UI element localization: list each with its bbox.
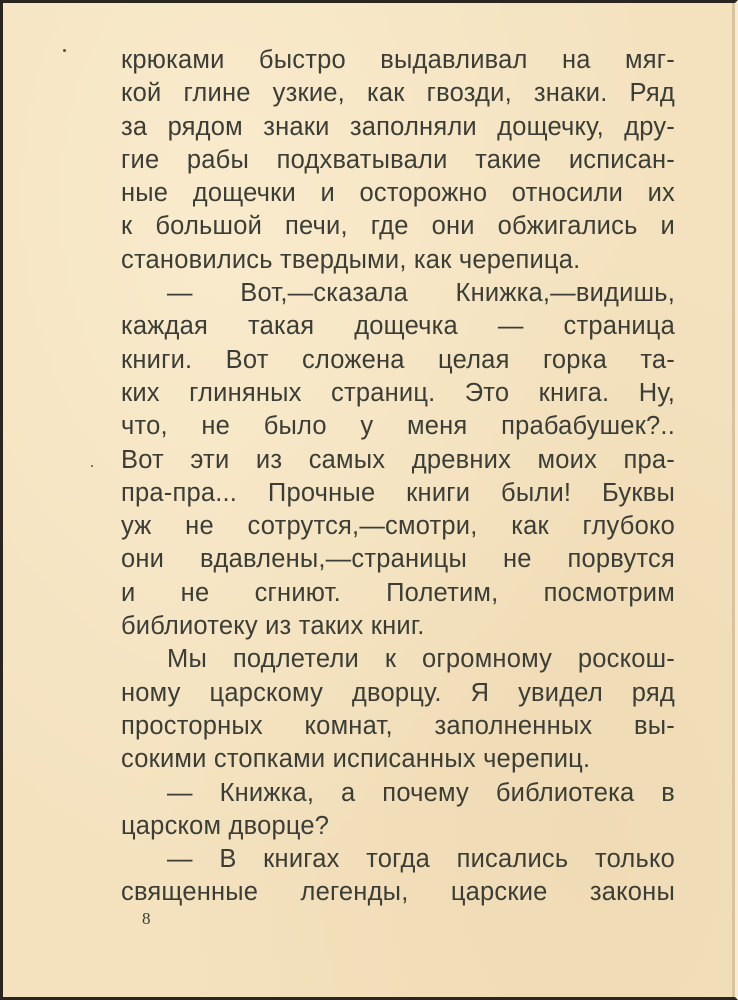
text-line: за рядом знаки заполняли дощечку, дру-	[121, 112, 675, 141]
paper-speck	[91, 465, 93, 467]
text-line: Мы подлетели к огромному роскош-	[167, 645, 675, 674]
body-text	[121, 44, 675, 910]
text-line: ному царскому дворцу. Я увидел ряд	[121, 678, 675, 707]
text-line: крюками быстро выдавливал на мяг-	[121, 46, 675, 74]
text-line: каждая такая дощечка — страница	[121, 312, 675, 341]
text-line: что, не было у меня прабабушек?..	[121, 412, 675, 441]
text-line: Вот эти из самых древних моих пра-	[121, 445, 675, 474]
text-line: просторных комнат, заполненных вы-	[121, 711, 675, 740]
text-line: кой глине узкие, как гвозди, знаки. Ряд	[121, 79, 675, 108]
text-line: библиотеку из таких книг.	[121, 612, 425, 641]
page-number: 8	[142, 909, 151, 928]
text-line: священные легенды, царские законы	[121, 878, 675, 907]
text-line: царском дворце?	[121, 811, 330, 840]
text-line: становились твердыми, как черепица.	[121, 245, 581, 274]
page-right-edge	[732, 3, 735, 997]
text-line: — В книгах тогда писались только	[167, 845, 675, 874]
text-line: к большой печи, где они обжигались и	[121, 212, 675, 241]
text-line: уж не сотрутся,—смотри, как глубоко	[121, 512, 675, 541]
text-line: книги. Вот сложена целая горка та-	[121, 345, 675, 374]
text-line: гие рабы подхватывали такие исписан-	[121, 145, 675, 174]
text-line: пра-пра... Прочные книги были! Буквы	[121, 478, 675, 507]
text-line: — Книжка, а почему библиотека в	[167, 778, 675, 807]
text-line: сокими стопками исписанных черепиц.	[121, 745, 591, 774]
text-line: и не сгниют. Полетим, посмотрим	[121, 578, 675, 607]
text-line: они вдавлены,—страницы не порвутся	[121, 545, 675, 574]
paper-speck	[63, 49, 66, 52]
text-line: ких глиняных страниц. Это книга. Ну,	[121, 378, 675, 407]
text-line: — Вот,—сказала Книжка,—видишь,	[167, 279, 675, 308]
text-line: ные дощечки и осторожно относили их	[121, 179, 675, 208]
